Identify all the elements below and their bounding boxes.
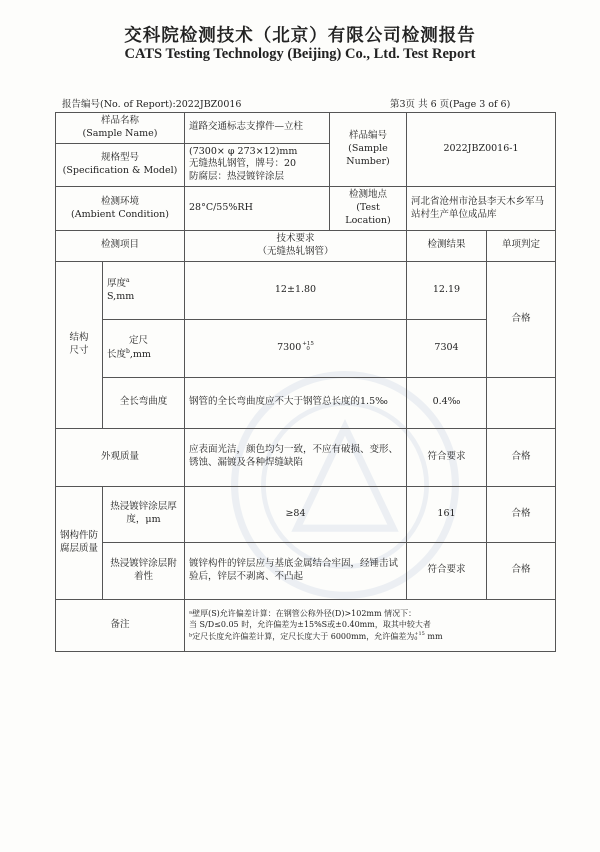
report-table — [55, 112, 556, 652]
sample-name-value: 道路交通标志支撑件—立柱 — [185, 113, 330, 144]
note-line-3: ᵇ定尺长度允许偏差计算，定尺长度大于 6000mm，允许偏差为 +15 0 mm — [189, 630, 443, 642]
location-label: 检测地点 (Test Location) — [330, 187, 407, 231]
fixed-length-requirement: 7300 +15 0 — [185, 319, 407, 377]
env-value: 28°C/55%RH — [185, 187, 330, 231]
bend-requirement: 钢管的全长弯曲度应不大于钢管总长度的1.5‰ — [185, 377, 407, 428]
sample-name-label: 样品名称 (Sample Name) — [56, 113, 185, 144]
coating-adhesion-result: 符合要求 — [407, 542, 487, 599]
sample-number-value: 2022JBZ0016-1 — [407, 113, 556, 187]
location-value: 河北省沧州市沧县李天木乡军马站村生产单位成品库 — [407, 187, 556, 231]
appearance-requirement: 应表面光洁，颜色均匀一致，不应有破损、变形、锈蚀、漏镀及各种焊缝缺陷 — [185, 428, 407, 486]
appearance-judgement: 合格 — [487, 428, 556, 486]
report-title-cn: 交科院检测技术（北京）有限公司检测报告 — [124, 26, 476, 46]
coating-adhesion-requirement: 镀锌构件的锌层应与基底金属结合牢固，经锤击试验后，锌层不剥离、不凸起 — [185, 542, 407, 599]
coating-group-label: 钢构件防腐层质量 — [56, 486, 103, 599]
header-item: 检测项目 — [56, 231, 185, 262]
thickness-result: 12.19 — [407, 261, 487, 319]
bend-result: 0.4‰ — [407, 377, 487, 428]
structure-judgement: 合格 — [487, 261, 556, 377]
appearance-result: 符合要求 — [407, 428, 487, 486]
coating-thickness-result: 161 — [407, 486, 487, 542]
header-requirement: 技术要求 （无缝热轧钢管） — [185, 231, 407, 262]
coating-adhesion-judgement: 合格 — [487, 542, 556, 599]
bend-label: 全长弯曲度 — [103, 377, 185, 428]
note-line-2: 当 S/D≤0.05 时，允许偏差为±15%S或±0.40mm，取其中较大者 — [189, 620, 431, 630]
coating-thickness-requirement: ≥84 — [185, 486, 407, 542]
sample-number-label: 样品编号 (Sample Number) — [330, 113, 407, 187]
fixed-length-label: 定尺 长度$^b$,mm — [103, 319, 185, 377]
note-line-1: ᵃ壁厚(S)允许偏差计算：在钢管公称外径(D)>102mm 情况下： — [189, 608, 417, 618]
fixed-length-result: 7304 — [407, 319, 487, 377]
header-judgement: 单项判定 — [487, 231, 556, 262]
thickness-requirement: 12±1.80 — [185, 261, 407, 319]
spec-label: 规格型号 (Specification & Model) — [56, 143, 185, 186]
structure-group-label: 结构尺寸 — [56, 261, 103, 428]
page-indicator: 第3页 共 6 页(Page 3 of 6) — [390, 99, 511, 110]
coating-thickness-judgement: 合格 — [487, 486, 556, 542]
header-result: 检测结果 — [407, 231, 487, 262]
coating-thickness-label: 热浸镀锌涂层厚度，μm — [103, 486, 185, 542]
appearance-label: 外观质量 — [56, 428, 185, 486]
thickness-label: 厚度$^a$ S,mm — [103, 261, 185, 319]
report-title-en: CATS Testing Technology (Beijing) Co., Ltd. Test Report — [124, 46, 476, 62]
spec-value: (7300× φ 273×12)mm 无缝热轧钢管，牌号：20 防腐层：热浸镀锌涂层 — [185, 143, 330, 186]
report-number: 报告编号(No. of Report):2022JBZ0016 — [62, 99, 242, 110]
notes-content — [185, 599, 556, 651]
notes-label: 备注 — [56, 599, 185, 651]
bend-judgement-empty — [487, 377, 556, 428]
coating-adhesion-label: 热浸镀锌涂层附着性 — [103, 542, 185, 599]
env-label: 检测环境 (Ambient Condition) — [56, 187, 185, 231]
